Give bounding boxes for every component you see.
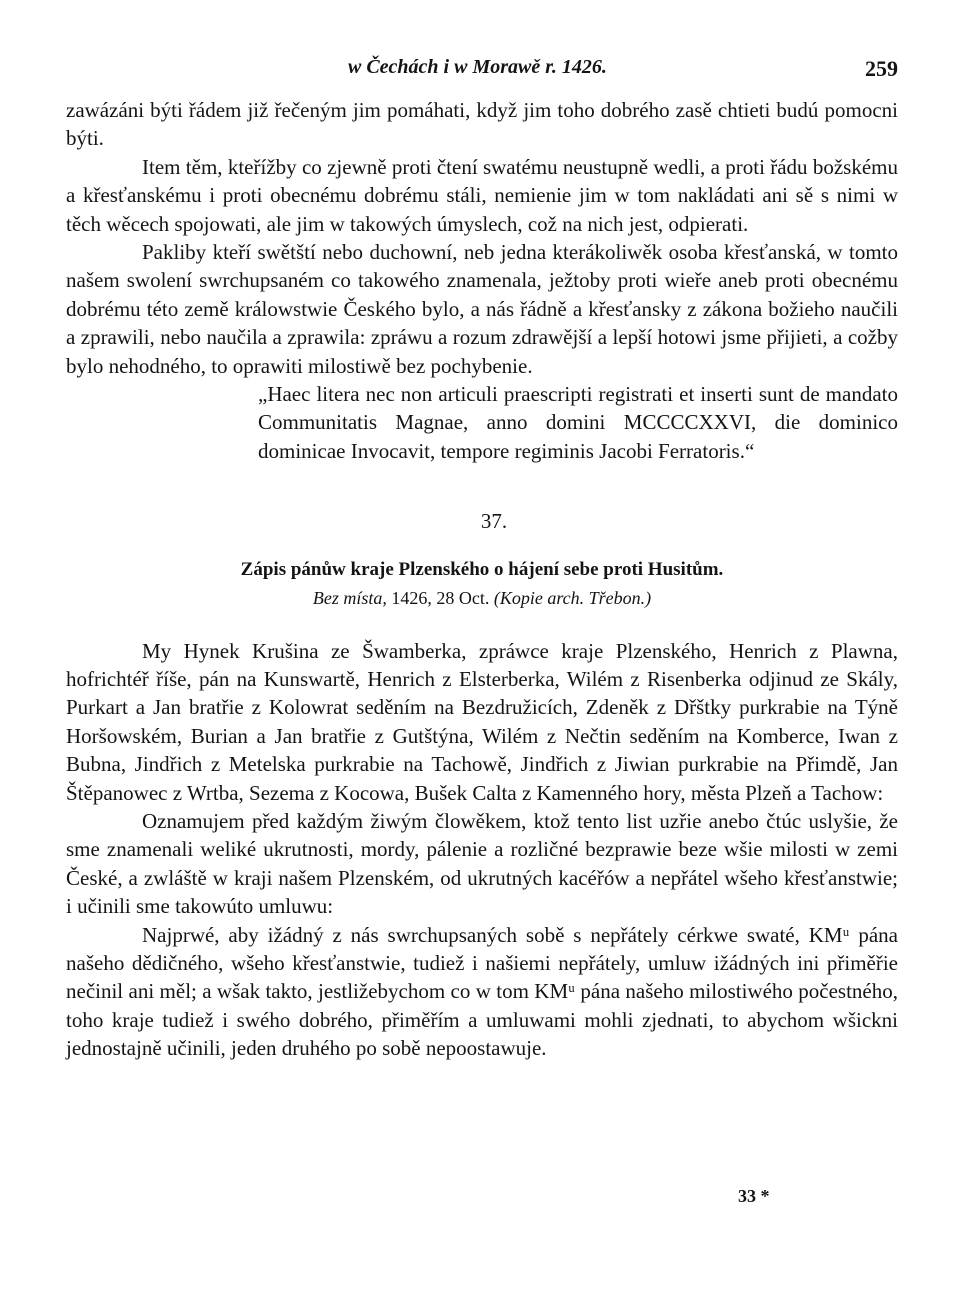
header-title: w Čechách i w Morawě r. 1426. xyxy=(348,56,607,78)
latin-note: „Haec litera nec non articuli praescripti registrati et inserti sunt de mandato Communitatis Magnae, anno domini MCCCCXXVI, die dominico dominicae Invocavit, tempore regiminis Jacobi Ferratoris.“ xyxy=(258,382,898,463)
document-place: Bez místa, xyxy=(312,588,387,609)
page-number: 259 xyxy=(865,56,898,81)
document-subtitle xyxy=(66,584,898,612)
signature-mark: 33 * xyxy=(738,1186,770,1206)
running-header xyxy=(66,56,898,86)
paragraph: Pakliby kteří swětští nebo duchowní, neb jedna kterákoliwěk osoba křesťanská, w tomto našem swolení swrchupsaném co takowého znamenala, ježtoby proti wieře aneb proti obecnému dobrému této země králowstwie Českého bylo, a nás řádně a křesťansky z zákona božieho naučili a zprawili, nebo naučila a zprawila: zpráwu a rozum zdrawější a lepší hotowi jsme přijieti, a cožby bylo nehodného, to oprawiti milostiwě bez pochybenie. xyxy=(66,240,898,378)
paragraph-continuation: zawázáni býti řádem již řečeným jim pomáhati, když jim toho dobrého zasě chtieti budú pomocni býti. xyxy=(66,98,898,151)
document-number: 37. xyxy=(480,509,508,534)
document-paragraph: My Hynek Krušina ze Šwamberka, zpráwce kraje Plzenského, Henrich z Plawna, hofrichtéř říše, pán na Kunswartě, Henrich z Elsterberka, Wilém z Risenberka odjinud ze Skály, Purkart a Jan bratřie z Kolowrat seděním na Bezdružicích, Zdeněk z Dřštky purkrabie na Týně Horšowském, Burian a Jan bratřie z Gutštýna, Wilém z Nečtin seděním na Komberce, Iwan z Bubna, Jindřich z Metelska purkrabie na Tachowě, Jindřich z Jiwian purkrabie na Přimdě, Jan Štěpanowec z Wrtba, Sezema z Kocowa, Bušek Calta z Kamenného hory, města Plzeň a Tachow: xyxy=(66,638,898,805)
page-body xyxy=(66,96,898,1063)
document-paragraph: Oznamujem před každým žiwým člowěkem, ktož tento list uzřie anebo čtúc uslyšie, že sme znamenali weliké ukrutnosti, mordy, pálenie a rozličné bezprawie beze wšie milosti w zemi České, a zwláště w kraji našem Plzenském, od ukrutných kacéřów a nepřátel wšeho křesťanstwie; i učinili sme takowúto umluwu: xyxy=(66,808,898,919)
document-date: 1426, 28 Oct. xyxy=(391,588,490,609)
document-title: Zápis pánůw kraje Plzenského o hájení sebe proti Husitům. xyxy=(240,558,724,580)
document-paragraph: Najprwé, aby ižádný z nás swrchupsaných sobě s nepřátely cérkwe swaté, KMᵘ pána našeho dědičného, wšeho křesťanstwie, tudiež i našiemi nepřátely, umluw ižádných ini přiměřie nečinil ani měl; a wšak takto, jestližebychom co w tom KMᵘ pána našeho milostiwého počestného, toho kraje tudiež i swého dobrého, přiměřím a umluwami mohli zjednati, to abychom wšickni jednostajně učinili, jeden druhého po sobě nepoostawuje. xyxy=(66,922,898,1061)
document-source: (Kopie arch. Třebon.) xyxy=(493,588,652,609)
paragraph: Item těm, kteřížby co zjewně proti čtení swatému neustupně wedli, a proti řádu božskému a křesťanskému i proti obecnému dobrému stáli, nemienie jim w tom nakládati ani sě s nimi w těch wěcech spojowati, ale jim w takowých úmyslech, což na nich jest, odpierati. xyxy=(66,154,898,236)
